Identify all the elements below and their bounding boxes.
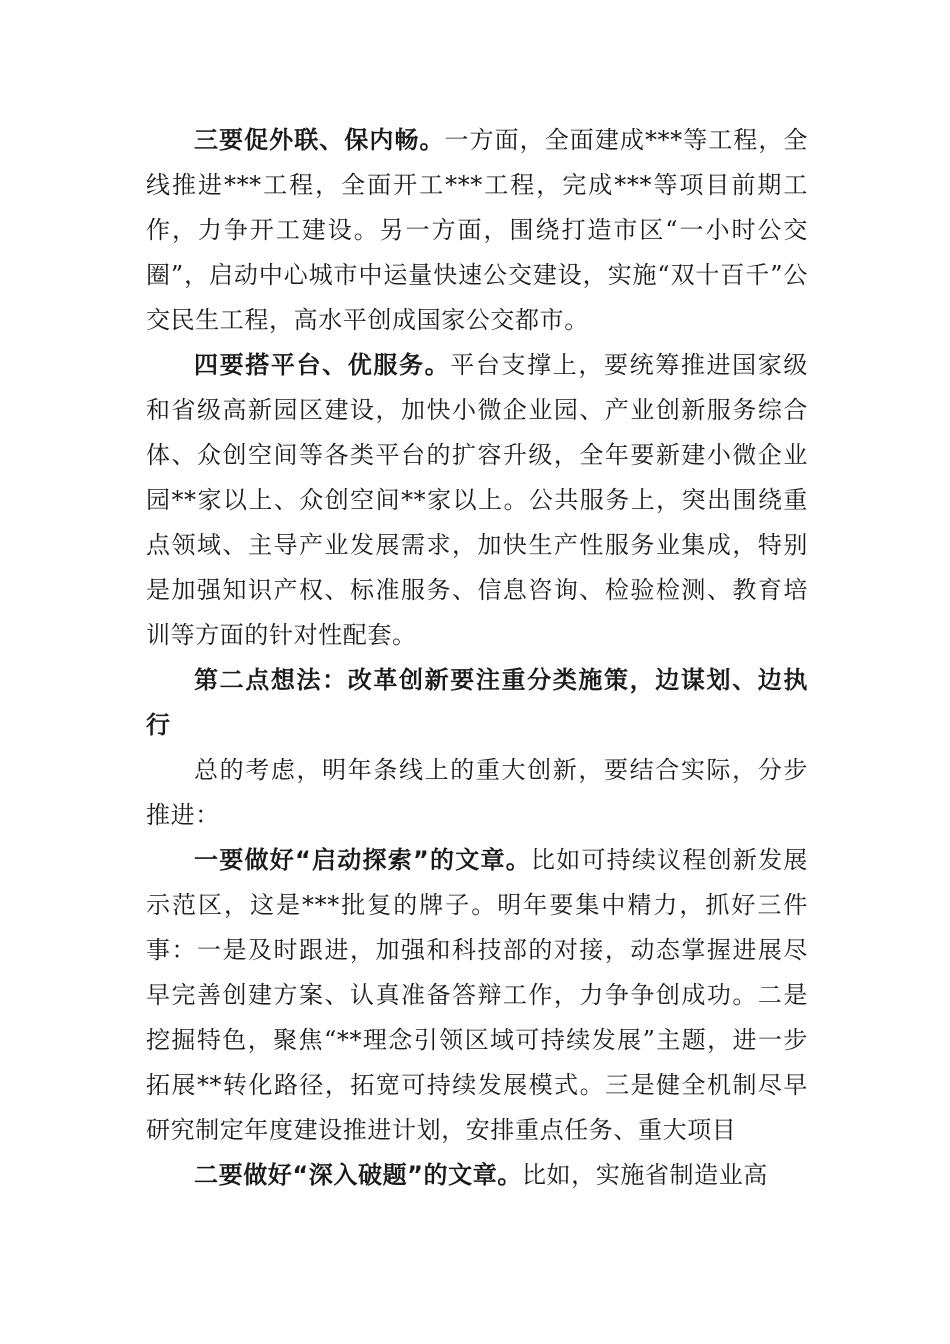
section-heading: 第二点想法：改革创新要注重分类施策，边谋划、边执行 xyxy=(146,666,808,739)
document-body xyxy=(146,118,808,1198)
paragraph-external-links xyxy=(146,118,808,343)
paragraph-text: 比如可持续议程创新发展示范区，这是***批复的牌子。明年要集中精力，抓好三件事：一是及时跟进，加强和科技部的对接，动态掌握进展尽早完善创建方案、认真准备答辩工作，力争争创成功。二是挖掘特色，聚焦“**理念引领区域可持续发展”主题，进一步拓展**转化路径，拓宽可持续发展模式。三是健全机制尽早研究制定年度建设推进计划，安排重点任务、重大项目 xyxy=(146,846,808,1144)
paragraph-deep-breakthrough xyxy=(146,1153,808,1198)
paragraph-text: 比如，实施省制造业高 xyxy=(521,1161,768,1189)
paragraph-text: 一方面，全面建成***等工程，全线推进***工程，全面开工***工程，完成***等项目前期工作，力争开工建设。另一方面，围绕打造市区“一小时公交圈”，启动中心城市中运量快速公交建设，实施“双十百千”公交民生工程，高水平创成国家公交都市。 xyxy=(146,126,809,334)
paragraph-lead: 二要做好“深入破题”的文章。 xyxy=(194,1161,522,1189)
paragraph-lead: 四要搭平台、优服务。 xyxy=(194,351,451,379)
paragraph-platform-services xyxy=(146,343,808,658)
paragraph-launch-explore xyxy=(146,838,808,1153)
paragraph-text: 平台支撑上，要统筹推进国家级和省级高新园区建设，加快小微企业园、产业创新服务综合体、众创空间等各类平台的扩容升级，全年要新建小微企业园**家以上、众创空间**家以上。公共服务上，突出围绕重点领域、主导产业发展需求，加快生产性服务业集成，特别是加强知识产权、标准服务、信息咨询、检验检测、教育培训等方面的针对性配套。 xyxy=(146,351,809,649)
paragraph-intro: 总的考虑，明年条线上的重大创新，要结合实际，分步推进： xyxy=(146,756,808,829)
paragraph-lead: 一要做好“启动探索”的文章。 xyxy=(194,846,531,874)
paragraph-lead: 三要促外联、保内畅。 xyxy=(194,126,445,154)
